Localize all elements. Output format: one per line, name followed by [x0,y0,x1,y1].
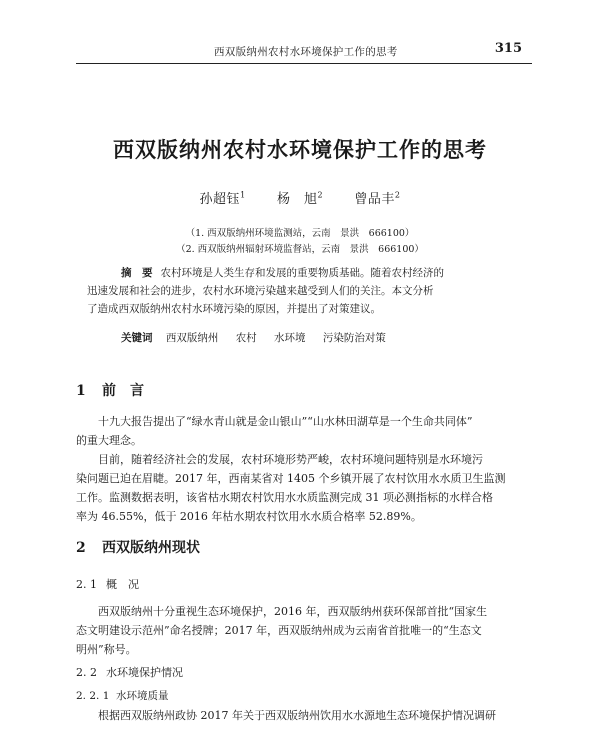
running-header: 西双版纳州农村水环境保护工作的思考 [214,46,398,58]
section-number: 1 [76,383,86,399]
subsection-number: 2. 2 [76,666,97,679]
paragraph-line: 率为 46.55%，低于 2016 年枯水期农村饮用水水质合格率 52.89%。 [76,510,422,523]
subsection-heading [76,664,183,680]
abstract-label: 摘 要 [121,267,153,279]
paragraph [76,412,532,450]
paragraph-line: 染问题已迫在眉睫。2017 年，西南某省对 1405 个乡镇开展了农村饮用水水质卫生监测 [76,472,506,485]
section-title: 前 言 [102,383,144,399]
keywords [121,330,400,345]
abstract-line: 了造成西双版纳州农村水环境污染的原因，并提出了对策建议。 [87,303,381,315]
abstract-line [87,264,527,282]
section-number: 2 [76,540,86,556]
paragraph [76,450,532,526]
subsection-number: 2. 1 [76,578,97,591]
header-rule [76,63,532,64]
keyword: 西双版纳州 [165,332,219,344]
paragraph-line: 十九大报告提出了“绿水青山就是金山银山”“山水林田湖草是一个生命共同体” [98,415,473,428]
author-affiliation-mark: 1 [240,190,246,200]
abstract-text: 农村环境是人类生存和发展的重要物质基础。随着农村经济的 [160,267,444,279]
affiliation: （2. 西双版纳州辐射环境监督站，云南 景洪 666100） [176,244,424,255]
keyword: 污染防治对策 [322,332,386,344]
section-heading [76,380,144,400]
subsection-heading [76,576,139,592]
author-name: 杨 旭 [276,192,318,207]
paragraph-line: 西双版纳州十分重视生态环境保护，2016 年，西双版纳州获环保部首批“国家生 [98,605,488,618]
author-name: 曾品丰 [354,192,395,207]
section-heading [76,537,200,557]
abstract-line: 迅速发展和社会的进步，农村水环境污染越来越受到人们的关注。本文分析 [87,285,434,297]
paragraph-line: 明州”称号。 [76,643,137,656]
page-number: 315 [494,41,522,56]
paragraph-line: 的重大理念。 [76,434,142,447]
abstract [87,264,527,318]
author-list [0,188,600,207]
paragraph [76,602,532,659]
paragraph-line: 目前，随着经济社会的发展，农村环境形势严峻，农村环境问题特别是水环境污 [98,453,483,466]
affiliation: （1. 西双版纳州环境监测站，云南 景洪 666100） [185,228,415,239]
keyword: 农村 [235,332,257,344]
section-title: 西双版纳州现状 [102,540,200,556]
subsection-title: 概 况 [106,578,139,591]
keywords-label: 关键词 [121,332,153,344]
author-affiliation-mark: 2 [317,190,324,200]
author-affiliation-mark: 2 [394,190,401,200]
subsubsection-title: 水环境质量 [116,690,169,702]
paragraph [76,706,532,725]
paragraph-line: 态文明建设示范州”命名授牌；2017 年，西双版纳州成为云南省首批唯一的“生态文 [76,624,482,637]
subsubsection-number: 2. 2. 1 [76,690,110,702]
subsection-title: 水环境保护情况 [106,666,183,679]
author-name: 孙超钰 [199,192,241,207]
paragraph-line: 根据西双版纳州政协 2017 年关于西双版纳州饮用水水源地生态环境保护情况调研 [98,709,496,722]
subsubsection-heading [76,688,169,703]
keyword: 水环境 [274,332,306,344]
paper-title: 西双版纳州农村水环境保护工作的思考 [113,137,487,162]
paragraph-line: 工作。监测数据表明，该省枯水期农村饮用水水质监测完成 31 项必测指标的水样合格 [76,491,493,504]
